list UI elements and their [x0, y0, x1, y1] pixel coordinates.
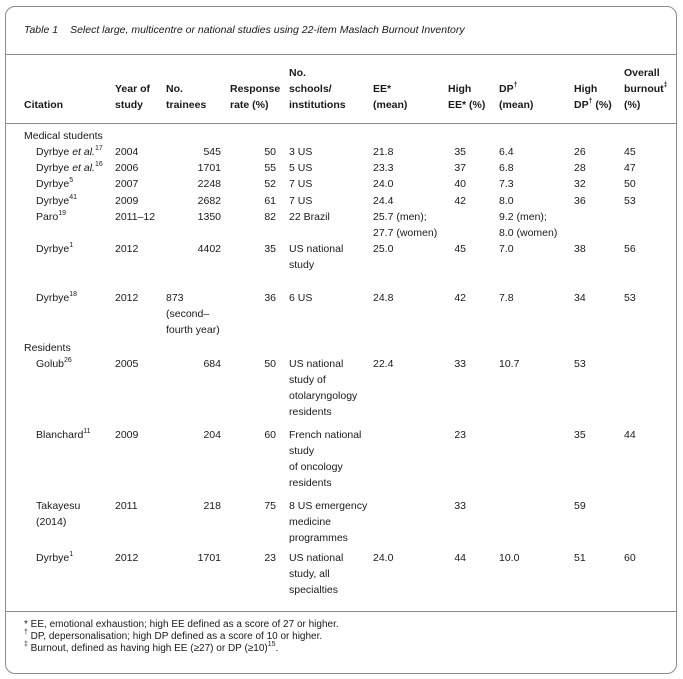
cell-citation: Dyrbye$^5$	[36, 176, 74, 190]
cell-schools: 3 US	[289, 146, 313, 158]
footnote-burnout: ‡ Burnout, defined as having high EE (≥27) or DP (≥10)$^{15}$.	[24, 640, 279, 654]
header-dp-mean: DP† (mean)	[499, 81, 534, 111]
cell-year: 2012	[115, 552, 139, 564]
cell-trainees: 545	[203, 146, 221, 158]
cell-trainees: 4402	[197, 243, 221, 255]
cell-overall-burnout: 44	[624, 429, 636, 441]
header-citation: Citation	[24, 99, 64, 111]
cell-trainees: 1350	[197, 211, 221, 223]
cell-high-ee: 33	[454, 358, 466, 370]
cell-citation: Dyrbye$^1$	[36, 241, 74, 255]
section-residents: Residents	[24, 342, 71, 354]
header-high-ee: High EE* (%)	[448, 83, 486, 111]
cell-schools: 7 US	[289, 178, 313, 190]
cell-ee-mean: 25.0	[373, 243, 394, 255]
cell-schools: US national study, all specialties	[289, 552, 344, 596]
cell-high-dp: 38	[574, 243, 586, 255]
cell-high-ee: 42	[454, 292, 466, 304]
cell-schools: 8 US emergency medicine programmes	[289, 500, 368, 544]
cell-response-rate: 36	[264, 292, 276, 304]
cell-high-ee: 35	[454, 146, 466, 158]
cell-ee-mean: 24.4	[373, 195, 394, 207]
cell-high-dp: 51	[574, 552, 586, 564]
cell-overall-burnout: 50	[624, 178, 636, 190]
cell-citation: Dyrbye$^{18}$	[36, 290, 78, 304]
cell-schools: 6 US	[289, 292, 313, 304]
header-high-dp: High DP† (%)	[574, 83, 612, 111]
header-year: Year of study	[115, 83, 151, 111]
cell-high-dp: 32	[574, 178, 586, 190]
cell-response-rate: 23	[264, 552, 276, 564]
cell-dp-mean: 7.8	[499, 292, 514, 304]
cell-overall-burnout: 56	[624, 243, 636, 255]
cell-dp-mean: 10.7	[499, 358, 520, 370]
cell-trainees: 2248	[197, 178, 221, 190]
cell-citation: Dyrbye$^{41}$	[36, 193, 78, 207]
cell-high-dp: 28	[574, 162, 586, 174]
header-schools: No. schools/ institutions	[289, 67, 346, 111]
cell-citation: Dyrbye et al.$^{17}$	[36, 144, 103, 158]
table-number: Table 1	[24, 24, 59, 36]
cell-high-dp: 26	[574, 146, 586, 158]
footer-rule	[6, 611, 676, 612]
cell-response-rate: 35	[264, 243, 276, 255]
cell-response-rate: 82	[264, 211, 276, 223]
cell-year: 2004	[115, 146, 139, 158]
section-medical-students: Medical students	[24, 130, 103, 142]
cell-dp-mean: 10.0	[499, 552, 520, 564]
cell-high-dp: 59	[574, 500, 586, 512]
cell-overall-burnout: 47	[624, 162, 636, 174]
cell-high-ee: 44	[454, 552, 466, 564]
cell-schools: US national study of otolaryngology residents	[289, 358, 358, 418]
cell-dp-mean: 6.4	[499, 146, 514, 158]
cell-year: 2011	[115, 500, 138, 512]
cell-high-ee: 37	[454, 162, 466, 174]
cell-schools: 5 US	[289, 162, 313, 174]
top-rule	[6, 54, 676, 55]
cell-overall-burnout: 53	[624, 195, 636, 207]
cell-ee-mean: 24.8	[373, 292, 394, 304]
cell-year: 2006	[115, 162, 139, 174]
cell-dp-mean: 8.0	[499, 195, 514, 207]
cell-year: 2011–12	[115, 211, 156, 223]
cell-overall-burnout: 53	[624, 292, 636, 304]
cell-schools: US national study	[289, 243, 344, 271]
header-overall-burnout: Overall burnout‡ (%)	[624, 67, 668, 111]
cell-year: 2007	[115, 178, 139, 190]
cell-high-dp: 35	[574, 429, 586, 441]
cell-ee-mean: 25.7 (men); 27.7 (women)	[373, 211, 438, 239]
cell-response-rate: 50	[264, 358, 276, 370]
cell-ee-mean: 23.3	[373, 162, 394, 174]
cell-response-rate: 61	[264, 195, 276, 207]
cell-schools: 7 US	[289, 195, 313, 207]
cell-trainees: 218	[203, 500, 221, 512]
cell-schools: 22 Brazil	[289, 211, 330, 223]
header-response-rate: Response rate (%)	[230, 83, 281, 111]
cell-high-dp: 34	[574, 292, 586, 304]
cell-trainees: 684	[203, 358, 221, 370]
cell-response-rate: 60	[264, 429, 276, 441]
cell-high-dp: 53	[574, 358, 586, 370]
cell-trainees: 2682	[197, 195, 221, 207]
cell-overall-burnout: 60	[624, 552, 636, 564]
cell-dp-mean: 7.0	[499, 243, 514, 255]
cell-response-rate: 50	[264, 146, 276, 158]
cell-high-ee: 40	[454, 178, 466, 190]
cell-ee-mean: 22.4	[373, 358, 394, 370]
cell-dp-mean: 6.8	[499, 162, 514, 174]
table-title: Select large, multicentre or national studies using 22-item Maslach Burnout Inventory	[70, 24, 465, 36]
header-rule	[6, 123, 676, 124]
cell-overall-burnout: 45	[624, 146, 636, 158]
cell-schools: French national study of oncology residents	[289, 429, 362, 489]
footnote-ee: * EE, emotional exhaustion; high EE defined as a score of 27 or higher.	[24, 619, 339, 630]
cell-ee-mean: 21.8	[373, 146, 394, 158]
cell-year: 2012	[115, 292, 139, 304]
cell-high-ee: 33	[454, 500, 466, 512]
table-frame	[5, 6, 677, 674]
cell-high-ee: 23	[454, 429, 466, 441]
cell-dp-mean: 7.3	[499, 178, 514, 190]
cell-year: 2009	[115, 429, 139, 441]
cell-citation: Blanchard$^{11}$	[36, 427, 91, 441]
cell-ee-mean: 24.0	[373, 178, 394, 190]
cell-trainees: 1701	[197, 552, 221, 564]
cell-high-ee: 42	[454, 195, 466, 207]
footnote-dp: † DP, depersonalisation; high DP defined as a score of 10 or higher.	[24, 628, 323, 642]
table-caption	[24, 24, 465, 36]
cell-response-rate: 55	[264, 162, 276, 174]
cell-citation: Paro$^{19}$	[36, 209, 66, 223]
cell-citation: Dyrbye et al.$^{16}$	[36, 160, 103, 174]
cell-citation: Golub$^{26}$	[36, 356, 72, 370]
cell-high-dp: 36	[574, 195, 586, 207]
cell-trainees: 204	[203, 429, 221, 441]
cell-trainees: 1701	[197, 162, 221, 174]
header-trainees: No. trainees	[166, 83, 207, 111]
cell-response-rate: 75	[264, 500, 276, 512]
cell-response-rate: 52	[264, 178, 276, 190]
cell-year: 2012	[115, 243, 139, 255]
cell-year: 2009	[115, 195, 139, 207]
cell-citation: Takayesu (2014)	[36, 500, 81, 528]
cell-ee-mean: 24.0	[373, 552, 394, 564]
cell-year: 2005	[115, 358, 139, 370]
cell-trainees: 873 (second– fourth year)	[166, 292, 220, 336]
cell-dp-mean: 9.2 (men); 8.0 (women)	[499, 211, 558, 239]
cell-high-ee: 45	[454, 243, 466, 255]
header-ee-mean: EE* (mean)	[373, 83, 408, 111]
cell-citation: Dyrbye$^1$	[36, 550, 74, 564]
